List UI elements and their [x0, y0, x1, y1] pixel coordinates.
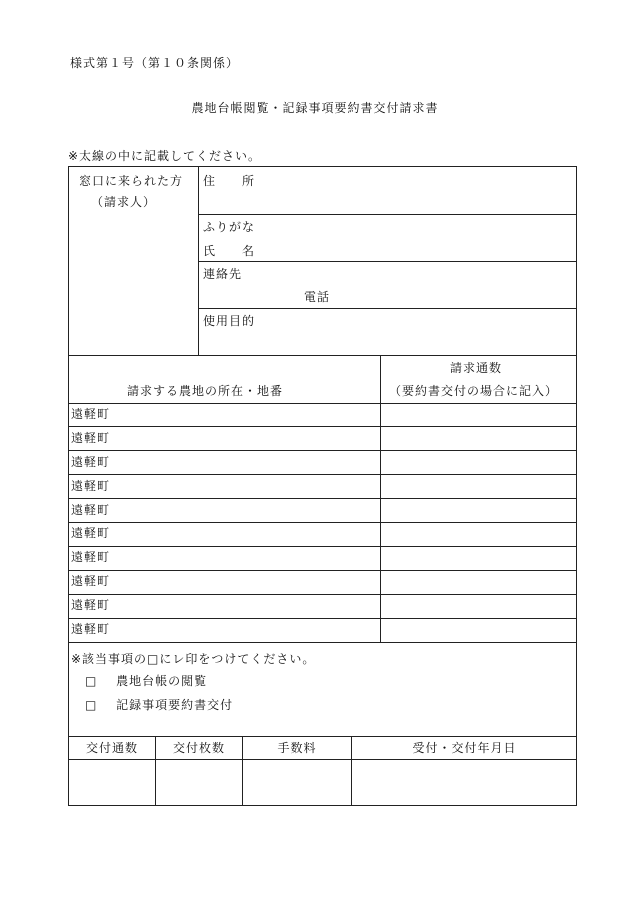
land-row-6: 遠軽町	[71, 526, 111, 540]
form-number: 様式第１号（第１０条関係）	[70, 56, 240, 70]
purpose-label: 使用目的	[203, 314, 256, 328]
option-summary-label: 記録事項要約書交付	[116, 698, 234, 712]
name-label: 氏 名	[203, 244, 256, 258]
row-line	[69, 618, 577, 619]
copies-subheader: （要約書交付の場合に記入）	[389, 384, 559, 398]
address-label: 住 所	[203, 174, 256, 188]
land-row-9: 遠軽町	[71, 598, 111, 612]
row-line	[69, 594, 577, 595]
option-viewing[interactable]	[85, 674, 207, 688]
office-header-fee: 手数料	[277, 741, 317, 755]
land-row-2: 遠軽町	[71, 431, 111, 445]
contact-label: 連絡先	[203, 267, 243, 281]
row-line	[69, 450, 577, 451]
row-line	[69, 570, 577, 571]
document-title: 農地台帳閲覧・記録事項要約書交付請求書	[191, 101, 439, 115]
land-row-3: 遠軽町	[71, 455, 111, 469]
requester-bottom-line	[69, 355, 577, 356]
land-row-1: 遠軽町	[71, 407, 111, 421]
options-bottom-line	[69, 736, 577, 737]
row-line	[69, 498, 577, 499]
option-viewing-label: 農地台帳の閲覧	[116, 674, 208, 688]
land-row-4: 遠軽町	[71, 479, 111, 493]
land-row-5: 遠軽町	[71, 503, 111, 517]
office-header-sheets: 交付枚数	[172, 741, 225, 755]
land-table-bottom-line	[69, 642, 577, 643]
checkbox-viewing[interactable]: □	[85, 674, 98, 688]
instruction-note: ※太線の中に記載してください。	[68, 149, 262, 163]
main-form-table	[68, 166, 577, 806]
purpose-field[interactable]	[199, 309, 576, 355]
address-field[interactable]	[199, 167, 576, 214]
row-line	[69, 426, 577, 427]
contact-field[interactable]	[199, 262, 576, 308]
office-header-date: 受付・交付年月日	[412, 741, 517, 755]
row-line	[69, 522, 577, 523]
requester-section-label: 窓口に来られた方	[79, 174, 184, 188]
copies-header: 請求通数	[450, 361, 503, 375]
location-header: 請求する農地の所在・地番	[127, 384, 284, 398]
requester-section-sub: （請求人）	[91, 195, 157, 209]
checkbox-summary[interactable]: □	[85, 698, 98, 712]
name-field[interactable]	[199, 215, 576, 261]
land-header-bottom-line	[69, 403, 577, 404]
phone-label: 電話	[304, 290, 331, 304]
land-row-7: 遠軽町	[71, 550, 111, 564]
office-header-bottom-line	[69, 759, 577, 760]
land-row-10: 遠軽町	[71, 622, 111, 636]
land-row-8: 遠軽町	[71, 574, 111, 588]
furigana-label: ふりがな	[203, 220, 256, 234]
row-line	[69, 546, 577, 547]
options-note: ※該当事項の□にレ印をつけてください。	[71, 652, 316, 666]
row-line	[69, 474, 577, 475]
office-header-copies: 交付通数	[85, 741, 138, 755]
option-summary[interactable]	[85, 698, 233, 712]
